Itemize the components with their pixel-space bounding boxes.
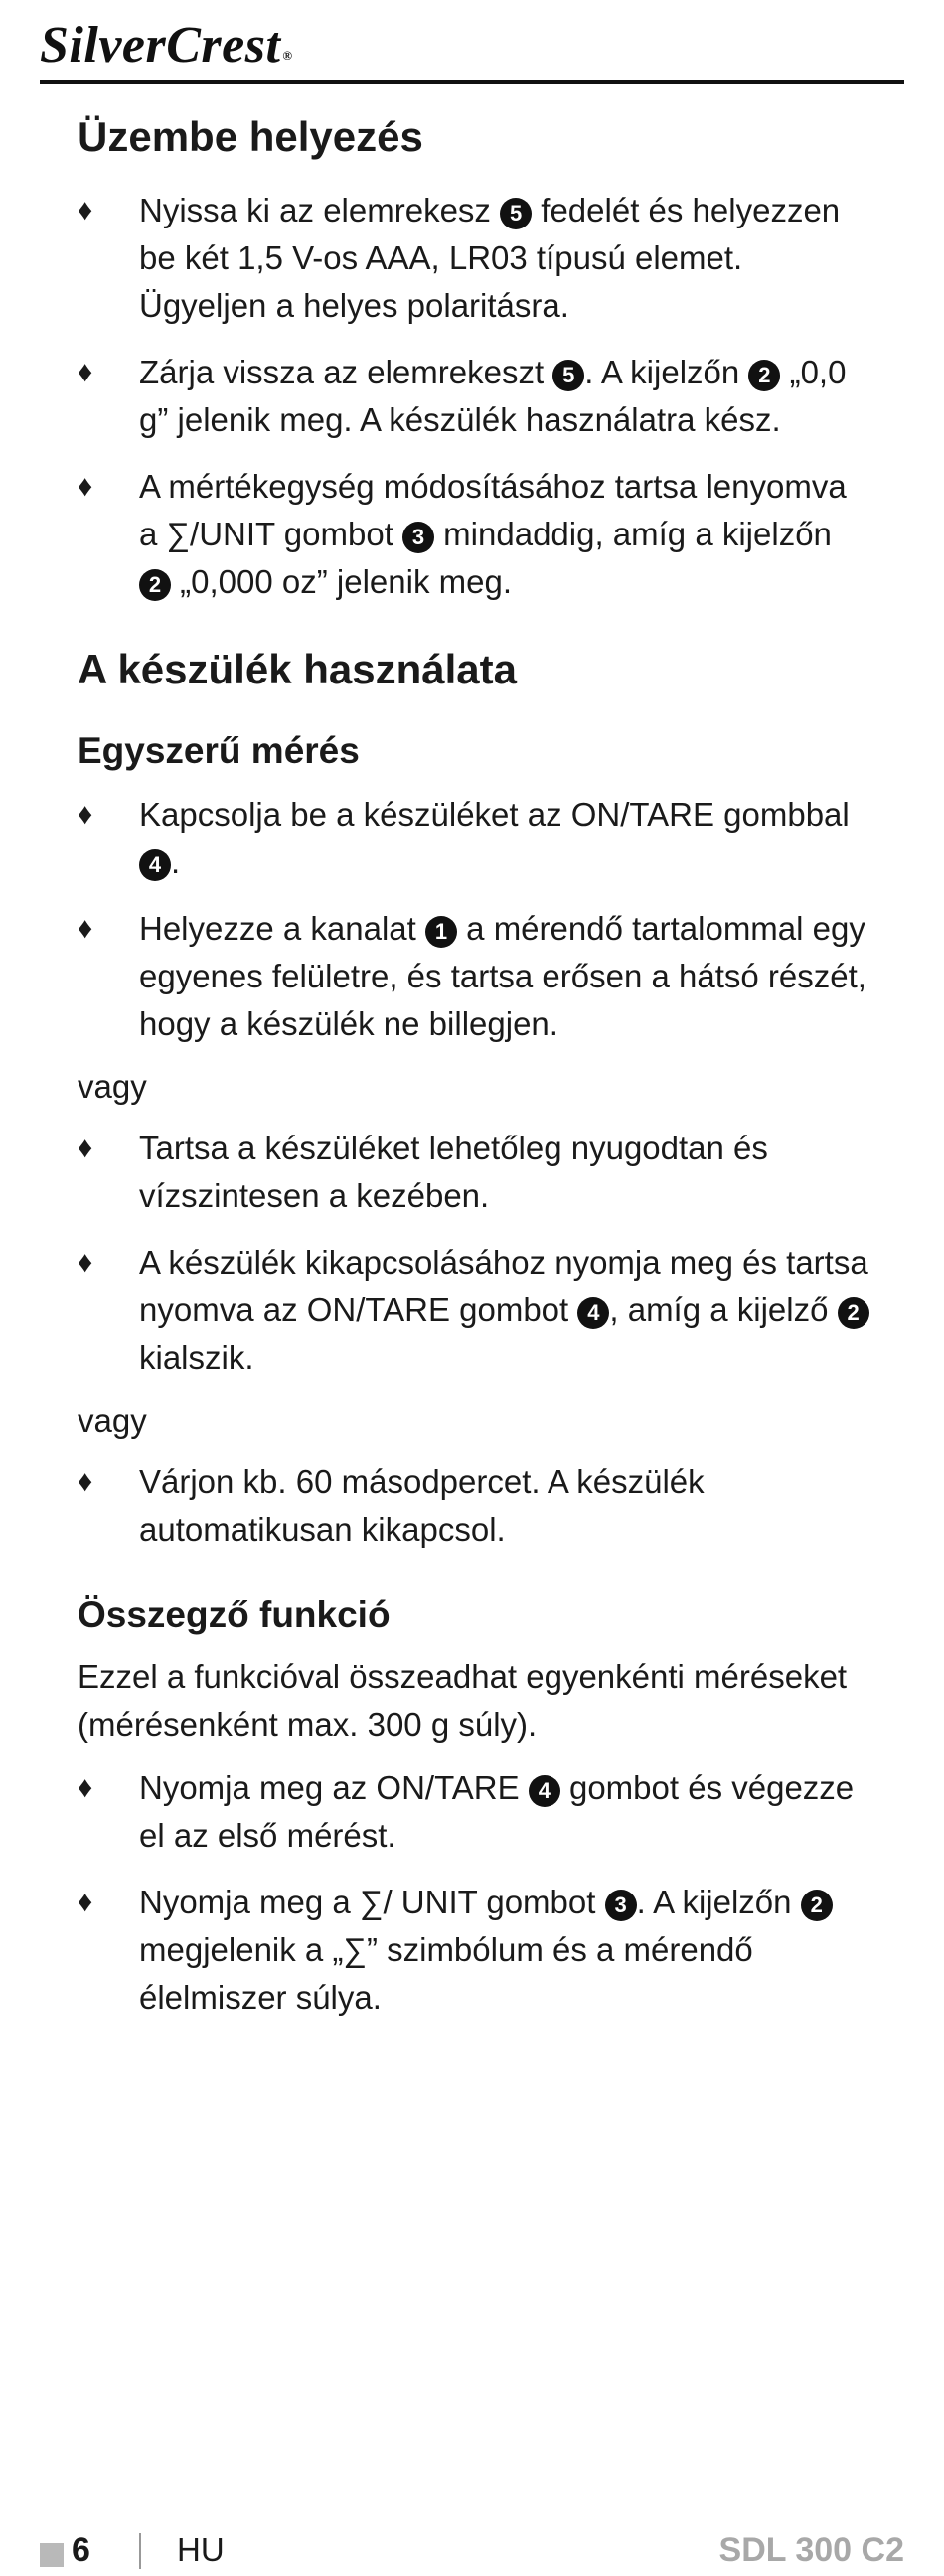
part-number-badge: 4: [577, 1297, 609, 1329]
bullet-diamond-icon: ♦: [78, 1771, 93, 1804]
text-segment: Nyissa ki az elemrekesz: [139, 192, 501, 228]
text-segment: A mértékegység módosításához tartsa lenyomva a ∑/UNIT gombot: [139, 468, 847, 552]
list-item: [78, 905, 872, 1048]
page-header: [40, 14, 904, 77]
bullet-diamond-icon: ♦: [78, 194, 93, 227]
text-segment: a mérendő tartalommal egy egyenes felületre, és tartsa erősen a hátsó részét, hogy a készülék ne billegjen.: [139, 910, 866, 1042]
page-footer: [40, 2528, 904, 2572]
part-number-badge: 2: [139, 569, 171, 601]
text-segment: . A kijelzőn: [584, 354, 749, 390]
list-item-text: [139, 192, 840, 324]
text-segment: .: [171, 843, 181, 880]
list-item: [78, 1458, 872, 1554]
list-item-text: [139, 910, 866, 1042]
bullet-diamond-icon: ♦: [78, 1886, 93, 1918]
text-segment: kialszik.: [139, 1339, 254, 1376]
text-segment: A készülék kikapcsolásához nyomja meg és tartsa nyomva az ON/TARE gombot: [139, 1244, 868, 1328]
sum-bullets: [78, 1764, 872, 2022]
part-number-badge: 1: [425, 916, 457, 948]
text-segment: mindaddig, amíg a kijelzőn: [434, 516, 832, 552]
text-segment: Tartsa a készüléket lehetőleg nyugodtan és vízszintesen a kezében.: [139, 1130, 768, 1214]
part-number-badge: 5: [552, 360, 584, 391]
part-number-badge: 3: [402, 522, 434, 553]
text-segment: fedelét és helyezzen be két 1,5 V-os AAA, LR03 típusú elemet. Ügyeljen a helyes polaritásra.: [139, 192, 841, 324]
language-code: HU: [177, 2531, 225, 2568]
list-item-text: [139, 468, 847, 600]
part-number-badge: 2: [838, 1297, 869, 1329]
heading-simple-measurement: Egyszerű mérés: [78, 730, 360, 771]
footer-square-icon: [40, 2543, 64, 2567]
list-item-text: [139, 1463, 705, 1548]
part-number-badge: 2: [801, 1890, 833, 1921]
list-item: [78, 187, 872, 330]
bullet-diamond-icon: ♦: [78, 356, 93, 388]
text-segment: „0,000 oz” jelenik meg.: [171, 563, 513, 600]
text-segment: „0,0 g” jelenik meg. A készülék használatra kész.: [139, 354, 847, 438]
text-segment: Nyomja meg az ON/TARE: [139, 1769, 529, 1806]
list-item: [78, 349, 872, 444]
registered-mark: ®: [282, 48, 293, 63]
text-segment: Kapcsolja be a készüléket az ON/TARE gombbal: [139, 796, 850, 833]
list-item-text: [139, 1769, 854, 1854]
text-segment: gombot és végezze el az első mérést.: [139, 1769, 855, 1854]
text-segment: Helyezze a kanalat: [139, 910, 425, 947]
part-number-badge: 4: [529, 1775, 560, 1807]
footer-divider: [139, 2533, 141, 2569]
or-text-1: vagy: [78, 1068, 147, 1105]
brand-logo: [40, 14, 904, 77]
header-rule: [40, 80, 904, 84]
bullet-diamond-icon: ♦: [78, 798, 93, 831]
part-number-badge: 5: [500, 198, 532, 229]
list-item-text: [139, 1244, 869, 1376]
bullet-diamond-icon: ♦: [78, 1132, 93, 1164]
simple-bullets-b: [78, 1125, 872, 1382]
text-segment: Várjon kb. 60 másodpercet. A készülék automatikusan kikapcsol.: [139, 1463, 705, 1548]
list-item: [78, 1764, 872, 1860]
sum-intro: Ezzel a funkcióval összeadhat egyenkénti méréseket (mérésenként max. 300 g súly).: [78, 1658, 848, 1743]
list-item-text: [139, 1884, 833, 2016]
page-number: 6: [72, 2531, 90, 2569]
bullet-diamond-icon: ♦: [78, 470, 93, 503]
list-item: [78, 463, 872, 606]
heading-sum-function: Összegző funkció: [78, 1594, 391, 1635]
bullet-diamond-icon: ♦: [78, 1246, 93, 1279]
list-item-text: [139, 796, 850, 880]
part-number-badge: 3: [605, 1890, 637, 1921]
list-item: [78, 1125, 872, 1220]
list-item: [78, 791, 872, 886]
list-item-text: [139, 1130, 768, 1214]
bullet-diamond-icon: ♦: [78, 912, 93, 945]
main-content: [78, 109, 872, 2041]
model-number: SDL 300 C2: [718, 2531, 904, 2569]
heading-setup: Üzembe helyezés: [78, 113, 423, 160]
simple-bullets-a: [78, 791, 872, 1048]
part-number-badge: 2: [748, 360, 780, 391]
or-text-2: vagy: [78, 1402, 147, 1439]
heading-usage: A készülék használata: [78, 646, 517, 692]
text-segment: megjelenik a „∑” szimbólum és a mérendő élelmiszer súlya.: [139, 1931, 753, 2016]
text-segment: Nyomja meg a ∑/ UNIT gombot: [139, 1884, 605, 1920]
setup-bullets: [78, 187, 872, 606]
bullet-diamond-icon: ♦: [78, 1465, 93, 1498]
list-item: [78, 1879, 872, 2022]
list-item-text: [139, 354, 846, 438]
simple-bullets-c: [78, 1458, 872, 1554]
brand-name: SilverCrest: [40, 17, 281, 74]
text-segment: , amíg a kijelző: [609, 1291, 838, 1328]
part-number-badge: 4: [139, 849, 171, 881]
text-segment: . A kijelzőn: [636, 1884, 801, 1920]
text-segment: Zárja vissza az elemrekeszt: [139, 354, 553, 390]
list-item: [78, 1239, 872, 1382]
